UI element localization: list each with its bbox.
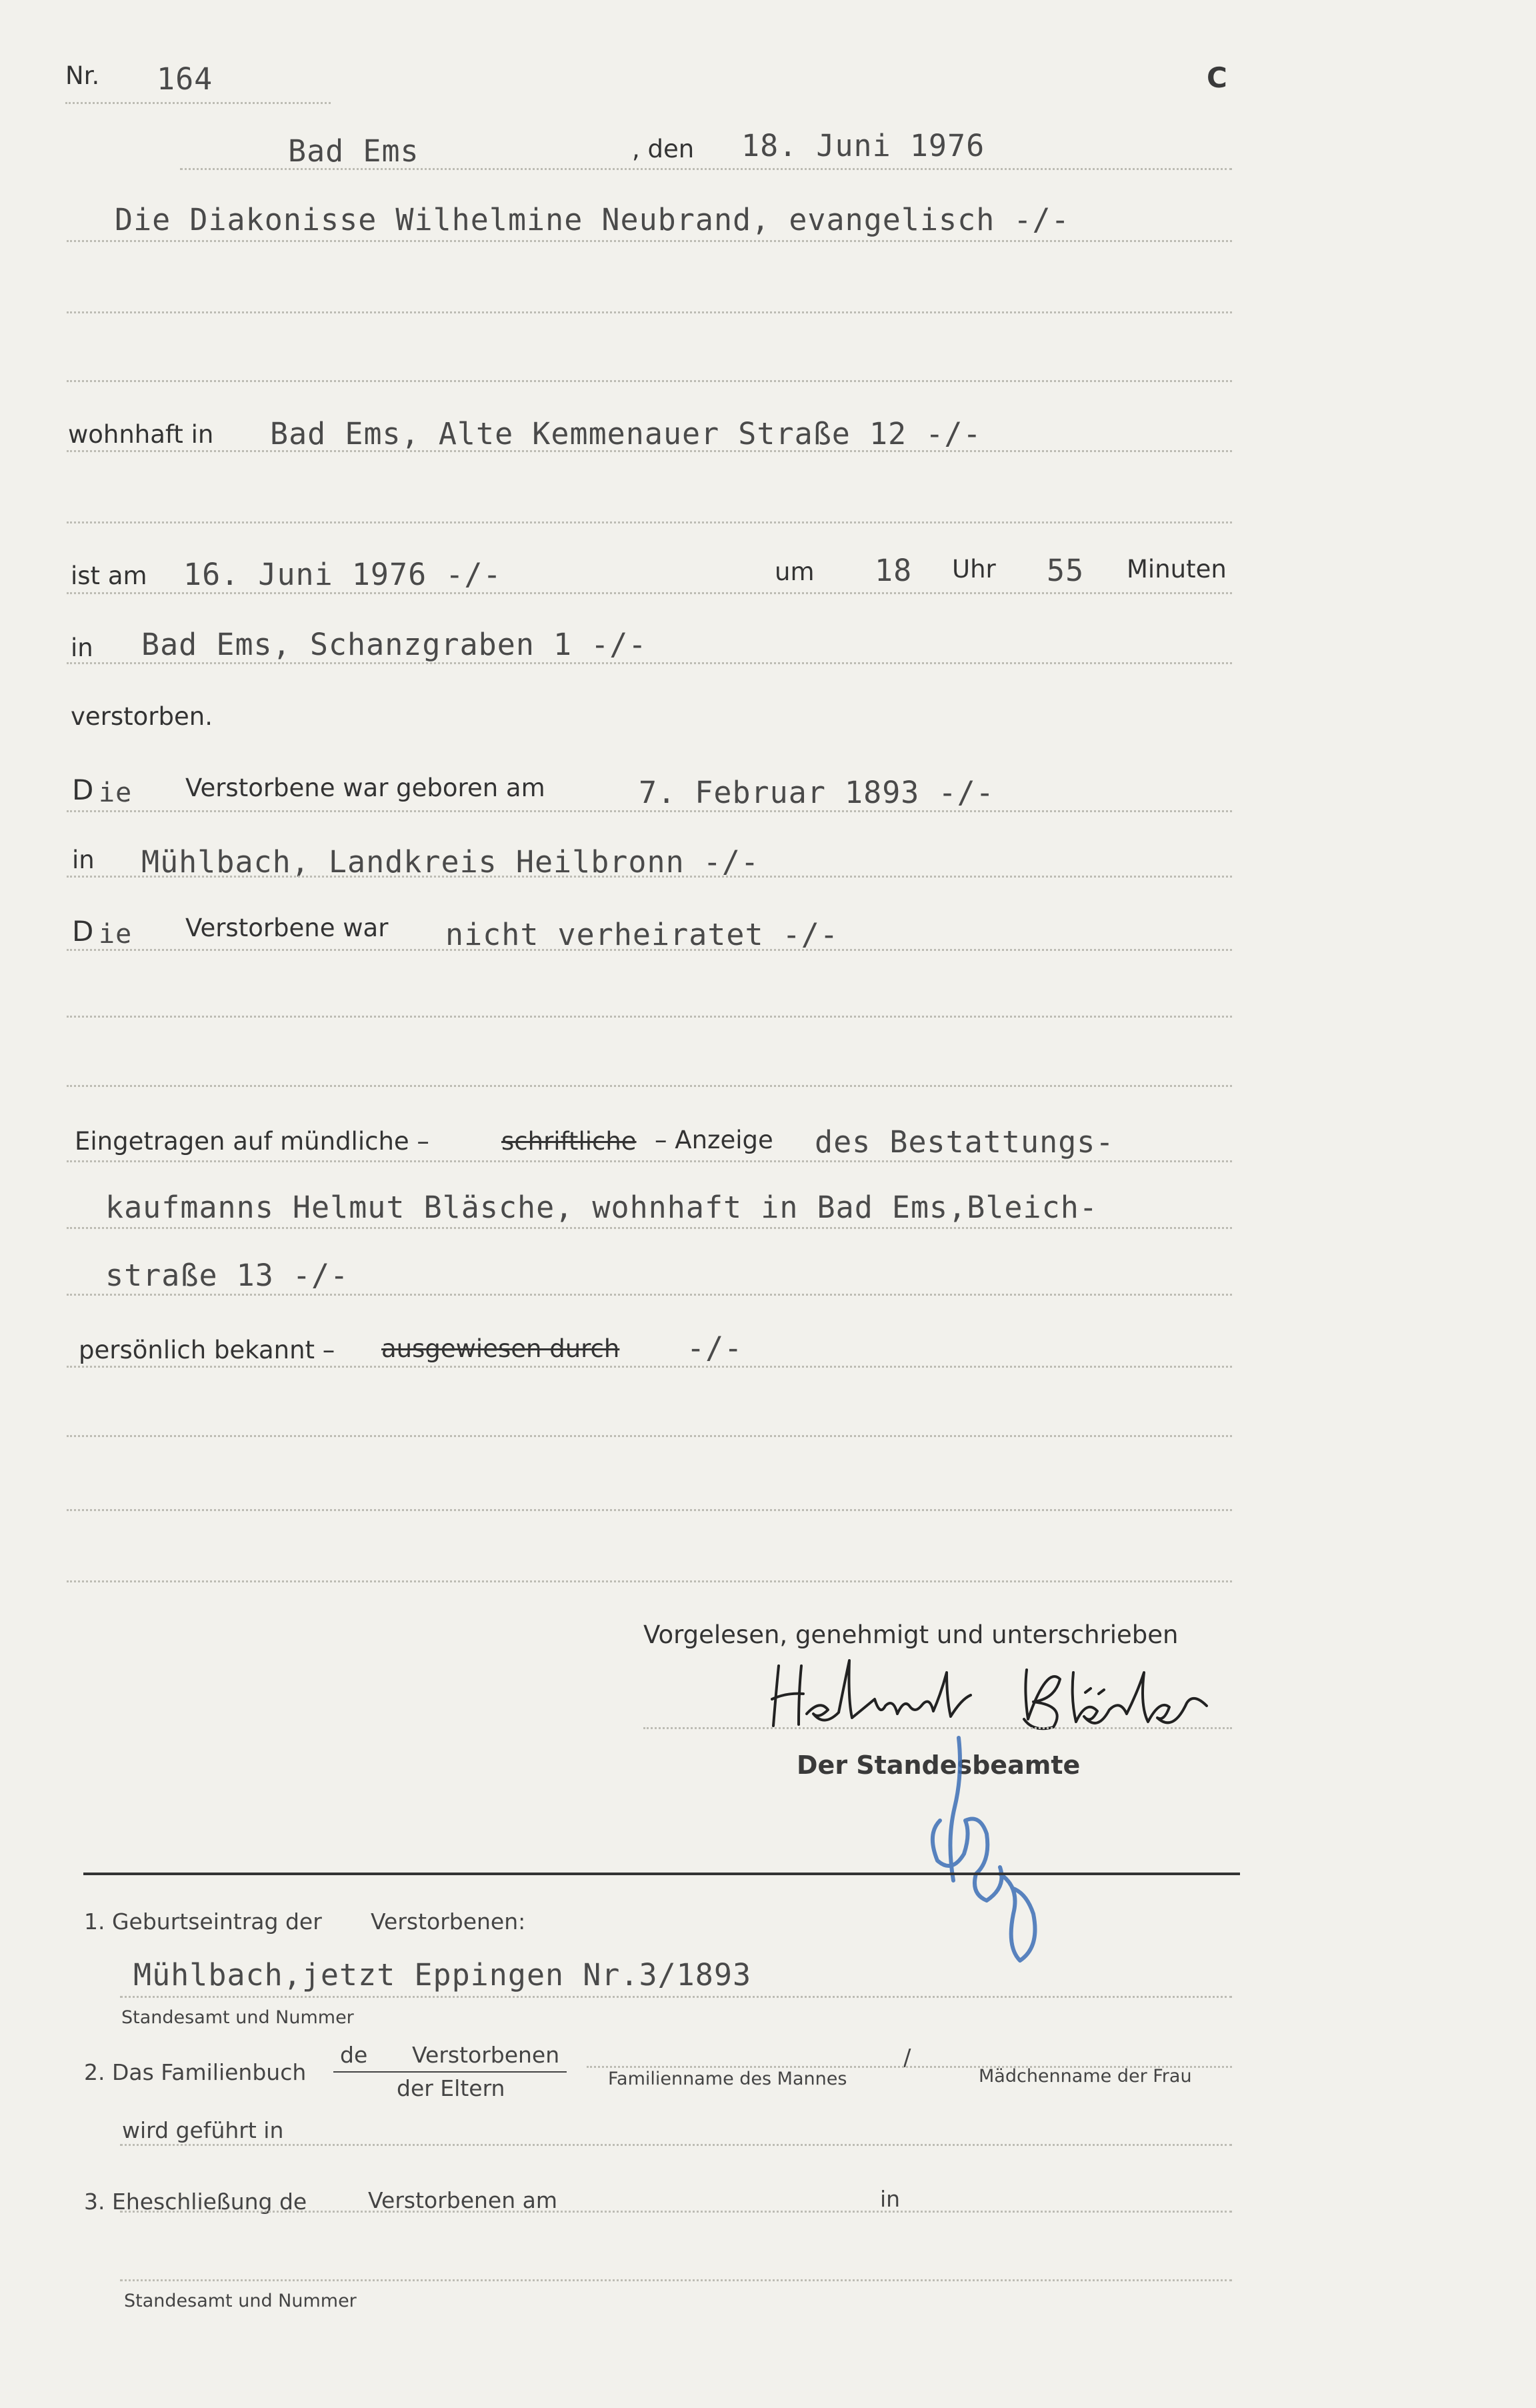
uhr-label: Uhr xyxy=(952,555,996,583)
informant-line-2: kaufmanns Helmut Bläsche, wohnhaft in Bad Ems,Bleich- xyxy=(105,1190,1098,1225)
marital-status: nicht verheiratet -/- xyxy=(445,917,839,952)
entry-label-end: – Anzeige xyxy=(655,1126,773,1154)
nr-underline xyxy=(65,102,331,104)
birth-label: Verstorbene war geboren am xyxy=(185,774,545,802)
marital-label: Verstorbene war xyxy=(185,914,389,942)
place-of-record: Bad Ems xyxy=(288,133,419,169)
entry-struck-text: schriftliche xyxy=(501,1127,637,1156)
death-date-line xyxy=(67,592,1232,594)
death-place-line xyxy=(67,662,1232,664)
birth-date: 7. Februar 1893 -/- xyxy=(639,775,995,810)
marriage-in: in xyxy=(880,2186,901,2212)
birth-entry-caption: Standesamt und Nummer xyxy=(121,2007,354,2028)
read-approved-label: Vorgelesen, genehmigt und unterschrieben xyxy=(643,1620,1179,1649)
registrar-label: Der Standesbeamte xyxy=(797,1750,1081,1780)
nr-value: 164 xyxy=(157,61,213,97)
name-line-3 xyxy=(67,380,1232,382)
kept-in-line xyxy=(120,2144,1232,2146)
blank-line-1 xyxy=(67,1435,1232,1437)
death-date-label: ist am xyxy=(71,561,147,590)
den-label: , den xyxy=(632,135,695,163)
birth-date-line xyxy=(67,810,1232,812)
entry-line-2 xyxy=(67,1227,1232,1229)
birth-place-line xyxy=(67,876,1232,878)
informant-signature xyxy=(767,1652,1247,1746)
family-book-fraction-bar xyxy=(333,2071,567,2073)
residence-value: Bad Ems, Alte Kemmenauer Straße 12 -/- xyxy=(270,416,982,451)
family-book-bottom: der Eltern xyxy=(397,2075,505,2101)
residence-label: wohnhaft in xyxy=(68,420,214,449)
marriage-line-2 xyxy=(120,2279,1232,2281)
informant-line-1: des Bestattungs- xyxy=(815,1124,1115,1160)
deceased-name: Die Diakonisse Wilhelmine Neubrand, evangelisch -/- xyxy=(115,202,1070,237)
residence-line xyxy=(67,450,1232,452)
birth-in-label: in xyxy=(72,846,95,874)
name-line-1 xyxy=(67,240,1232,242)
marriage-line xyxy=(120,2211,1232,2213)
birth-place: Mühlbach, Landkreis Heilbronn -/- xyxy=(141,844,760,880)
marriage-label: 3. Eheschließung de xyxy=(84,2189,307,2215)
death-date: 16. Juni 1976 -/- xyxy=(183,557,502,592)
entry-line-3 xyxy=(67,1294,1232,1296)
birth-d-label: D xyxy=(72,774,94,806)
birth-entry-value: Mühlbach,jetzt Eppingen Nr.3/1893 xyxy=(133,1957,752,1993)
name-line-2 xyxy=(67,311,1232,313)
wife-maiden-caption: Mädchenname der Frau xyxy=(979,2066,1192,2087)
corner-letter: C xyxy=(1207,61,1227,94)
birth-entry-line xyxy=(120,1996,1232,1998)
family-book-top: Verstorbenen xyxy=(412,2042,560,2068)
marital-line xyxy=(67,949,1232,951)
date-line xyxy=(180,168,1232,170)
identity-value: -/- xyxy=(687,1330,743,1366)
nr-label: Nr. xyxy=(65,61,100,90)
verstorben-label: verstorben. xyxy=(71,702,213,731)
residence-line-2 xyxy=(67,521,1232,523)
name-slash: / xyxy=(903,2045,911,2071)
blank-line-2 xyxy=(67,1509,1232,1511)
marriage-caption: Standesamt und Nummer xyxy=(124,2291,357,2311)
marital-article: ie xyxy=(99,919,133,950)
birth-entry-label: 1. Geburtseintrag der xyxy=(84,1909,322,1935)
marital-d-label: D xyxy=(72,915,94,948)
death-hour: 18 xyxy=(875,553,913,588)
marriage-mid: Verstorbenen am xyxy=(368,2187,558,2213)
family-book-de: de xyxy=(340,2042,368,2068)
family-book-label: 2. Das Familienbuch xyxy=(84,2059,307,2085)
identity-struck-text: ausgewiesen durch xyxy=(381,1334,620,1363)
entry-line-1 xyxy=(67,1160,1232,1162)
identity-label: persönlich bekannt – xyxy=(79,1336,335,1364)
birth-entry-suffix: Verstorbenen: xyxy=(371,1909,526,1935)
marital-line-3 xyxy=(67,1085,1232,1087)
marital-line-2 xyxy=(67,1016,1232,1018)
um-label: um xyxy=(775,557,815,586)
identity-line xyxy=(67,1366,1232,1368)
birth-article: ie xyxy=(99,778,133,808)
death-place: Bad Ems, Schanzgraben 1 -/- xyxy=(141,627,647,662)
record-date: 18. Juni 1976 xyxy=(741,128,985,163)
family-name-line xyxy=(587,2066,1232,2068)
informant-line-3: straße 13 -/- xyxy=(105,1258,349,1293)
signature-line xyxy=(643,1727,1232,1729)
registrar-signature xyxy=(907,1734,1053,1961)
footer-divider xyxy=(83,1873,1240,1875)
blank-line-3 xyxy=(67,1580,1232,1582)
death-in-label: in xyxy=(71,634,93,662)
minuten-label: Minuten xyxy=(1127,555,1227,583)
husband-surname-caption: Familienname des Mannes xyxy=(608,2069,847,2089)
death-minutes: 55 xyxy=(1047,553,1085,588)
kept-in-label: wird geführt in xyxy=(122,2117,284,2143)
entry-label-start: Eingetragen auf mündliche – xyxy=(75,1127,429,1156)
